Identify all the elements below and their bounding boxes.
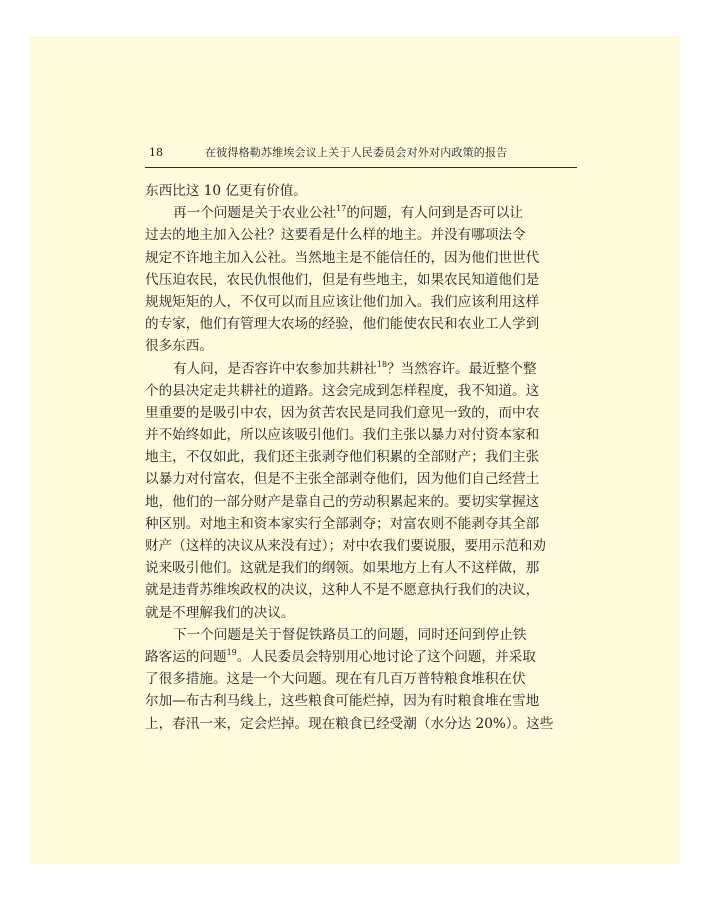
text-line: 以暴力对付富农，但是不主张全部剥夺他们，因为他们自己经营土 [145, 471, 540, 488]
text-run: 再一个问题是关于农业公社 [173, 205, 337, 222]
text-line: 代压迫农民，农民仇恨他们，但是有些地主，如果农民知道他们是 [145, 271, 540, 288]
header-rule [145, 167, 577, 168]
text-line: 上，春汛一来，定会烂掉。现在粮食已经受潮（水分达 20%）。这些 [145, 715, 554, 732]
text-line [145, 646, 577, 668]
text-line: 的专家，他们有管理大农场的经验，他们能使农民和农业工人学到 [145, 316, 540, 333]
text-line: 说来吸引他们。这就是我们的纲领。如果地方上有人不这样做，那 [145, 560, 540, 577]
text-line: 就是不理解我们的决议。 [145, 604, 295, 621]
text-line: 下一个问题是关于督促铁路员工的问题，同时还问到停止铁 [173, 626, 527, 643]
text-line: 个的县决定走共耕社的道路。这会完成到怎样程度，我不知道。这 [145, 382, 540, 399]
text-line: 过去的地主加入公社？这要看是什么样的地主。并没有哪项法令 [145, 227, 526, 244]
footnote-mark: 17 [336, 204, 347, 214]
text-line: 财产（这样的决议从来没有过）；对中农我们要说服，要用示范和劝 [145, 538, 547, 554]
text-line: 规规矩矩的人，不仅可以而且应该让他们加入。我们应该利用这样 [145, 293, 540, 310]
text-line: 里重要的是吸引中农，因为贫苦农民是同我们意见一致的，而中农 [145, 404, 540, 421]
text-line: 地主，不仅如此，我们还主张剥夺他们积累的全部财产；我们主张 [145, 449, 540, 466]
text-line: 规定不许地主加入公社。当然地主是不能信任的，因为他们世世代 [145, 249, 540, 266]
text-run: 路客运的问题 [145, 648, 227, 665]
text-line: 种区别。对地主和资本家实行全部剥夺；对富农则不能剥夺其全部 [145, 515, 540, 532]
running-title: 在彼得格勒苏维埃会议上关于人民委员会对外对内政策的报告 [205, 146, 508, 159]
footnote-mark: 19 [226, 647, 237, 657]
text-line: 并不始终如此，所以应该吸引他们。我们主张以暴力对付资本家和 [145, 427, 540, 444]
text-line [145, 358, 577, 380]
body-text [145, 180, 577, 735]
text-run: 有人问，是否容许中农参加共耕社 [173, 360, 377, 377]
text-line: 就是违背苏维埃政权的决议，这种人不是不愿意执行我们的决议， [145, 582, 540, 599]
text-line: 东西比这 10 亿更有价值。 [145, 183, 307, 199]
text-line: 很多东西。 [145, 338, 213, 355]
text-line: 了很多措施。这是一个大问题。现在有几百万普特粮食堆积在伏 [145, 671, 526, 688]
page-number: 18 [149, 146, 163, 159]
text-line [145, 202, 577, 224]
text-run: ？当然容许。最近整个整 [387, 360, 537, 377]
text-run: 。人民委员会特别用心地讨论了这个问题，并采取 [236, 648, 536, 665]
text-line: 尔加—布古利马线上，这些粮食可能烂掉，因为有时粮食堆在雪地 [145, 693, 540, 710]
footnote-mark: 18 [376, 359, 388, 369]
running-header [115, 140, 585, 160]
text-line: 地，他们的一部分财产是靠自己的劳动积累起来的。要切实掌握这 [145, 493, 540, 510]
text-run: 的问题，有人问到是否可以让 [346, 205, 524, 222]
